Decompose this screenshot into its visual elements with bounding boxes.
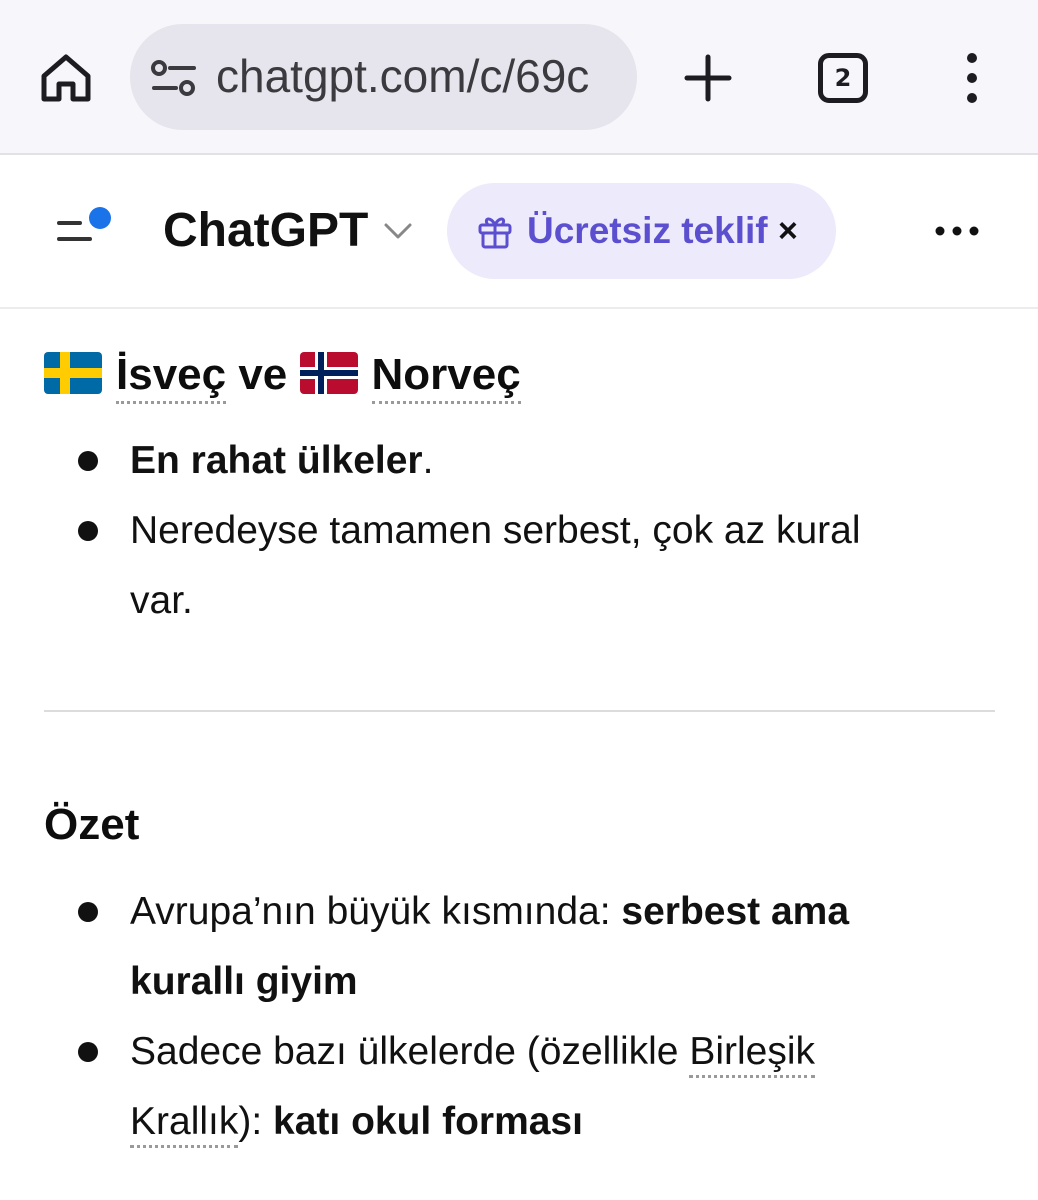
address-bar[interactable] — [130, 24, 637, 130]
section-heading — [44, 347, 521, 403]
list-item — [130, 877, 950, 1017]
list-item-text: Avrupa’nın büyük kısmında: — [130, 890, 622, 933]
page-title[interactable]: ChatGPT — [163, 204, 369, 257]
tabs-icon[interactable] — [818, 53, 868, 103]
list-item — [130, 496, 950, 636]
bullet-dot — [78, 1042, 98, 1062]
bullet-dot — [78, 902, 98, 922]
link-united-kingdom[interactable]: Birleşik — [689, 1030, 815, 1078]
tab-count: 2 — [818, 53, 868, 103]
bullet-dot — [78, 451, 98, 471]
close-icon[interactable]: × — [778, 212, 798, 250]
link-sweden[interactable]: İsveç — [116, 350, 226, 404]
chevron-down-icon[interactable] — [383, 219, 413, 243]
offer-label: Ücretsiz teklif — [527, 210, 768, 251]
free-offer-button[interactable] — [447, 183, 836, 279]
url-text[interactable]: chatgpt.com/c/69c — [216, 50, 590, 102]
list-item-bold: En rahat ülkeler — [130, 439, 423, 482]
link-united-kingdom[interactable]: Krallık — [130, 1100, 238, 1148]
home-icon[interactable] — [38, 52, 94, 104]
sidebar-icon[interactable] — [56, 207, 114, 251]
sweden-flag-icon — [44, 352, 102, 394]
list-item-text: Sadece bazı ülkelerde (özellikle — [130, 1030, 690, 1073]
heading-joiner: ve — [226, 350, 300, 399]
bullet-dot — [78, 521, 98, 541]
more-vert-icon[interactable] — [960, 52, 984, 104]
divider — [44, 710, 995, 712]
list-item-text: Neredeyse tamamen serbest, çok az kural — [130, 509, 861, 552]
list-item — [130, 1017, 950, 1157]
list-item-bold: serbest ama — [621, 890, 850, 933]
browser-toolbar — [0, 0, 1038, 155]
plus-icon[interactable] — [684, 54, 732, 102]
list-item-text: ): — [238, 1100, 274, 1143]
summary-heading: Özet — [44, 800, 140, 849]
list-item-bold: katı okul forması — [273, 1100, 583, 1143]
link-norway[interactable]: Norveç — [372, 350, 521, 404]
list-item-text: . — [422, 439, 434, 482]
norway-flag-icon — [300, 352, 358, 394]
list-item — [130, 426, 950, 496]
app-header — [0, 155, 1038, 309]
chat-message — [0, 309, 1038, 1200]
more-horiz-icon[interactable] — [934, 223, 980, 239]
list-item-text: var. — [130, 579, 193, 622]
tune-icon[interactable] — [150, 58, 198, 98]
gift-icon — [477, 213, 513, 249]
list-item-bold: kurallı giyim — [130, 960, 358, 1003]
